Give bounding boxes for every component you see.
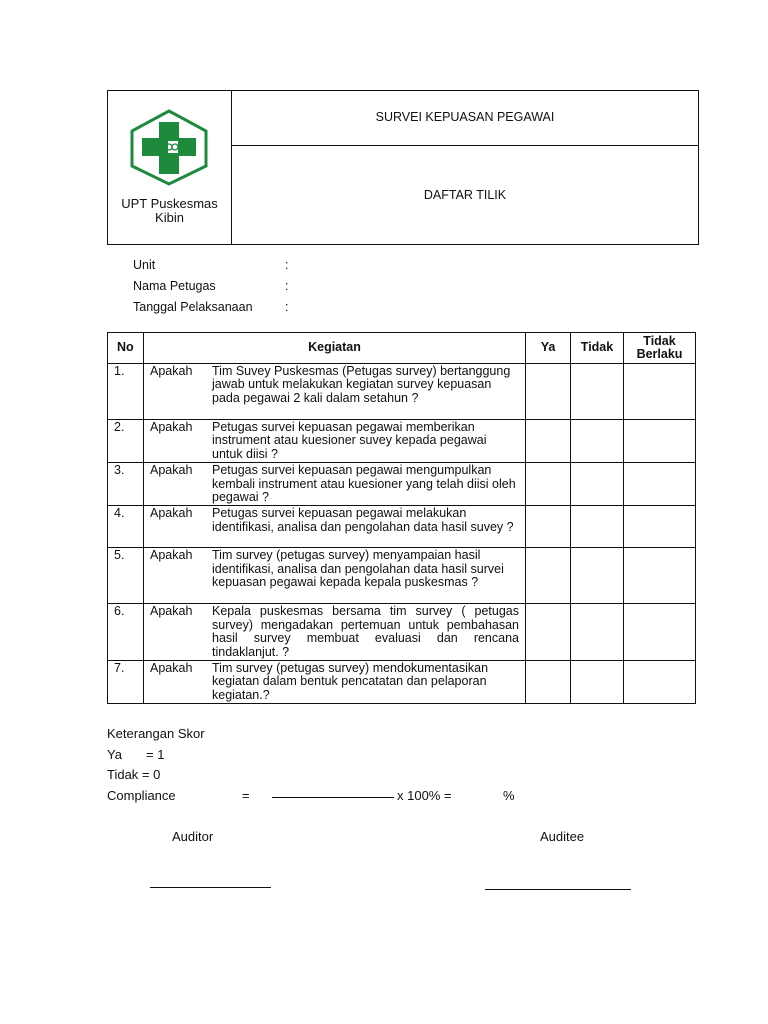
- row-tidak-berlaku-cell[interactable]: [624, 506, 696, 548]
- row-question-word: Apakah: [150, 548, 193, 563]
- col-header-tidak-berlaku-line2: Berlaku: [636, 347, 683, 361]
- col-header-tidak-berlaku-line1: Tidak: [643, 334, 676, 348]
- row-kegiatan: [144, 364, 526, 420]
- page-title: SURVEI KEPUASAN PEGAWAI: [375, 110, 555, 124]
- row-ya-cell[interactable]: [526, 420, 571, 463]
- auditee-label: Auditee: [540, 829, 585, 844]
- col-header-ya: Ya: [526, 333, 571, 364]
- row-tidak-berlaku-cell[interactable]: [624, 604, 696, 661]
- row-ya-cell[interactable]: [526, 364, 571, 420]
- row-number: 7.: [108, 661, 144, 704]
- col-header-tidak-berlaku: [624, 333, 696, 364]
- table-header-row: [108, 333, 696, 364]
- row-question-word: Apakah: [150, 420, 193, 434]
- row-tidak-berlaku-cell[interactable]: [624, 463, 696, 506]
- auditor-signature-line: [150, 887, 271, 888]
- table-row: [108, 661, 696, 704]
- auditee-signature-line: [485, 889, 631, 890]
- row-number: 1.: [108, 364, 144, 420]
- row-number: 4.: [108, 506, 144, 548]
- table-row: [108, 463, 696, 506]
- row-kegiatan: [144, 661, 526, 704]
- row-question-word: Apakah: [150, 364, 193, 378]
- field-nama-petugas-sep: :: [285, 279, 289, 293]
- row-kegiatan: [144, 420, 526, 463]
- org-name-line1: UPT Puskesmas: [121, 196, 218, 211]
- table-row: [108, 420, 696, 463]
- row-number: 3.: [108, 463, 144, 506]
- table-row: [108, 548, 696, 604]
- score-ya-label: Ya: [107, 747, 122, 762]
- score-title: Keterangan Skor: [107, 726, 205, 741]
- org-name: [108, 197, 231, 225]
- row-tidak-cell[interactable]: [571, 364, 624, 420]
- row-tidak-cell[interactable]: [571, 604, 624, 661]
- row-question-text: Tim Suvey Puskesmas (Petugas survey) bertanggung jawab untuk melakukan kegiatan survey kepuasan pada pegawai 2 kali dalam setahun ?: [212, 364, 511, 405]
- row-kegiatan: [144, 604, 526, 661]
- row-ya-cell[interactable]: [526, 506, 571, 548]
- compliance-fraction-line: [272, 797, 394, 798]
- row-number: 2.: [108, 420, 144, 463]
- row-question-text: Tim survey (petugas survey) mendokumentasikan kegiatan dalam bentuk pencatatan dan pelaporan kegiatan.?: [212, 661, 489, 702]
- row-ya-cell[interactable]: [526, 548, 571, 604]
- score-ya-value: = 1: [146, 747, 165, 762]
- row-question-word: Apakah: [150, 463, 193, 478]
- row-question-text: Petugas survei kepuasan pegawai melakukan identifikasi, analisa dan pengolahan data hasil suvey ?: [212, 506, 514, 534]
- compliance-equals: =: [242, 788, 250, 803]
- col-header-tidak: Tidak: [571, 333, 624, 364]
- table-row: [108, 604, 696, 661]
- row-number: 5.: [108, 548, 144, 604]
- header-divider-horizontal: [231, 145, 698, 146]
- row-tidak-cell[interactable]: [571, 661, 624, 704]
- row-tidak-cell[interactable]: [571, 420, 624, 463]
- row-question-text: Petugas survei kepuasan pegawai memberikan instrument atau kuesioner suvey kepada pegawai untuk diisi ?: [212, 420, 487, 461]
- field-tanggal-label: Tanggal Pelaksanaan: [133, 300, 253, 314]
- row-tidak-berlaku-cell[interactable]: [624, 420, 696, 463]
- row-ya-cell[interactable]: [526, 661, 571, 704]
- row-ya-cell[interactable]: [526, 604, 571, 661]
- row-question-text: Petugas survei kepuasan pegawai mengumpulkan kembali instrument atau kuesioner yang telah diisi oleh pegawai ?: [212, 463, 516, 505]
- row-kegiatan: [144, 548, 526, 604]
- row-tidak-cell[interactable]: [571, 548, 624, 604]
- row-question-text: Kepala puskesmas bersama tim survey ( petugas survey) mengadakan pertemuan untuk pembahasan hasil survey membuat evaluasi dan rencana tindaklanjut. ?: [212, 604, 519, 659]
- org-name-line2: Kibin: [155, 210, 184, 225]
- row-kegiatan: [144, 506, 526, 548]
- row-question-word: Apakah: [150, 604, 193, 619]
- col-header-no: No: [108, 333, 144, 364]
- row-tidak-cell[interactable]: [571, 506, 624, 548]
- row-question-word: Apakah: [150, 661, 193, 676]
- row-tidak-berlaku-cell[interactable]: [624, 548, 696, 604]
- row-tidak-cell[interactable]: [571, 463, 624, 506]
- row-tidak-berlaku-cell[interactable]: [624, 661, 696, 704]
- row-question-word: Apakah: [150, 506, 193, 521]
- auditor-label: Auditor: [172, 829, 214, 844]
- compliance-percent: %: [503, 788, 515, 803]
- row-kegiatan: [144, 463, 526, 506]
- table-row: [108, 364, 696, 420]
- col-header-kegiatan: Kegiatan: [144, 333, 526, 364]
- field-unit-sep: :: [285, 258, 289, 272]
- row-tidak-berlaku-cell[interactable]: [624, 364, 696, 420]
- field-unit-label: Unit: [133, 258, 156, 272]
- compliance-formula: x 100% =: [397, 788, 452, 803]
- puskesmas-logo-icon: [129, 108, 209, 186]
- checklist-table: [107, 332, 696, 704]
- compliance-label: Compliance: [107, 788, 176, 803]
- header-box: [107, 90, 699, 245]
- row-question-text: Tim survey (petugas survey) menyampaian hasil identifikasi, analisa dan pengolahan data hasil survei kepuasan pegawai kepada kepala puskesmas ?: [212, 548, 504, 590]
- page-subtitle: DAFTAR TILIK: [423, 188, 507, 202]
- field-tanggal-sep: :: [285, 300, 289, 314]
- row-ya-cell[interactable]: [526, 463, 571, 506]
- table-row: [108, 506, 696, 548]
- row-number: 6.: [108, 604, 144, 661]
- score-tidak: Tidak = 0: [107, 767, 161, 782]
- field-nama-petugas-label: Nama Petugas: [133, 279, 216, 293]
